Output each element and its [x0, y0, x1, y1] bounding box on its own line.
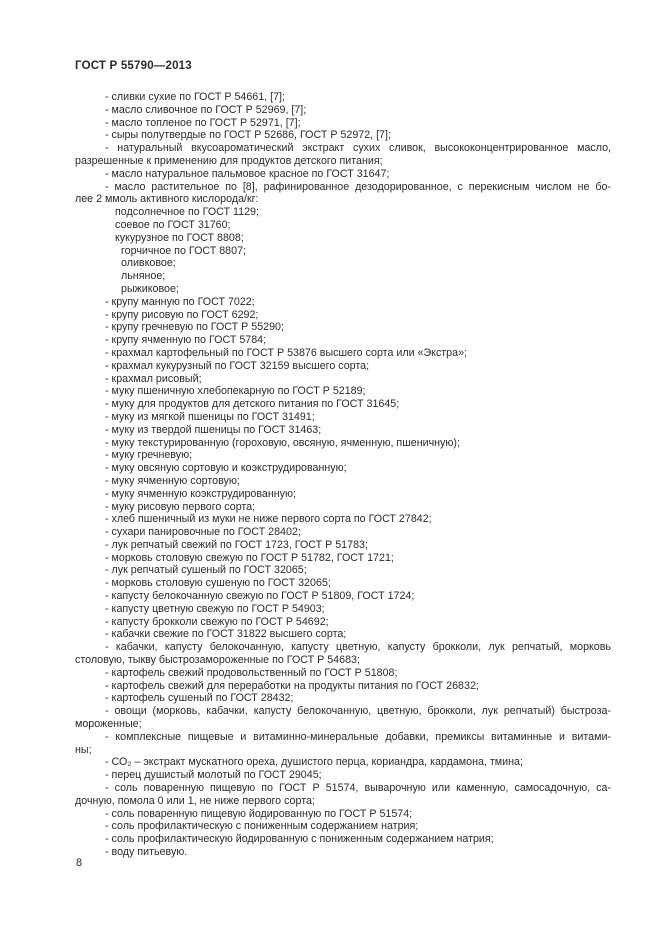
- text-line: - крупу рисовую по ГОСТ 6292;: [105, 308, 259, 321]
- text-line: - капусту белокочанную свежую по ГОСТ Р 51809, ГОСТ 1724;: [105, 590, 415, 603]
- text-line: - соль поваренную пищевую по ГОСТ Р 51574, выварочную или каменную, самосадочную, са-: [105, 782, 611, 795]
- text-line: дочную, помола 0 или 1, не ниже первого сорта;: [75, 794, 315, 807]
- text-line: - морковь столовую свежую по ГОСТ Р 51782, ГОСТ 1721;: [105, 551, 394, 564]
- text-line: - муку текстурированную (гороховую, овсяную, ячменную, пшеничную);: [105, 436, 460, 449]
- text-line: - овощи (морковь, кабачки, капусту белокочанную, цветную, брокколи, лук репчатый) быстроза-: [105, 705, 611, 718]
- text-line: - муку для продуктов для детского питания по ГОСТ 31645;: [105, 398, 400, 411]
- text-line: горчичное по ГОСТ 8807;: [121, 244, 246, 257]
- text-line: - муку овсяную сортовую и коэкструдированную;: [105, 462, 347, 475]
- text-line: - картофель свежий продовольственный по ГОСТ Р 51808;: [105, 666, 398, 679]
- page-number: 8: [76, 857, 83, 869]
- text-line: - СО₂ – экстракт мускатного ореха, душистого перца, кориандра, кардамона, тмина;: [105, 756, 523, 769]
- text-line: - муку пшеничную хлебопекарную по ГОСТ Р 52189;: [105, 385, 366, 398]
- text-line: - капусту брокколи свежую по ГОСТ Р 54692;: [105, 615, 329, 628]
- text-line: льняное;: [121, 270, 166, 283]
- text-line: - перец душистый молотый по ГОСТ 29045;: [105, 769, 322, 782]
- text-line: - воду питьевую.: [105, 846, 188, 859]
- document-body: [75, 91, 611, 859]
- text-line: - масло топленое по ГОСТ Р 52971, [7];: [105, 116, 301, 129]
- text-line: - муку ячменную сортовую;: [105, 474, 240, 487]
- text-line: - крахмал рисовый;: [105, 372, 202, 385]
- text-line: лее 2 ммоль активного кислорода/кг:: [75, 193, 259, 206]
- text-line: - сливки сухие по ГОСТ Р 54661, [7];: [105, 91, 285, 103]
- text-line: - соль поваренную пищевую йодированную по ГОСТ Р 51574;: [105, 807, 413, 820]
- text-line: - крахмал кукурузный по ГОСТ 32159 высшего сорта;: [105, 359, 370, 372]
- text-line: - картофель свежий для переработки на продукты питания по ГОСТ 26832;: [105, 679, 479, 692]
- text-line: - кабачки, капусту белокочанную, капусту цветную, капусту брокколи, лук репчатый, морковь: [105, 641, 611, 654]
- text-line: - сыры полутвердые по ГОСТ Р 52686, ГОСТ Р 52972, [7];: [105, 129, 391, 142]
- text-line: - сухари панировочные по ГОСТ 28402;: [105, 526, 301, 539]
- text-line: - муку рисовую первого сорта;: [105, 500, 256, 513]
- text-line: - соль профилактическую йодированную с пониженным содержанием натрия;: [105, 833, 494, 846]
- text-line: - кабачки свежие по ГОСТ 31822 высшего сорта;: [105, 628, 347, 641]
- text-line: - масло натуральное пальмовое красное по ГОСТ 31647;: [105, 167, 390, 180]
- text-line: - крупу манную по ГОСТ 7022;: [105, 295, 255, 308]
- text-line: - капусту цветную свежую по ГОСТ Р 54903;: [105, 602, 325, 615]
- text-line: - комплексные пищевые и витаминно-минеральные добавки, премиксы витаминные и витами-: [105, 730, 611, 743]
- text-line: - хлеб пшеничный из муки не ниже первого сорта по ГОСТ 27842;: [105, 513, 432, 526]
- text-line: - картофель сушеный по ГОСТ 28432;: [105, 692, 294, 705]
- text-line: - натуральный вкусоароматический экстракт сухих сливок, высококонцентрированное масло,: [105, 142, 611, 155]
- text-line: соевое по ГОСТ 31760;: [115, 218, 231, 231]
- text-line: - лук репчатый сушеный по ГОСТ 32065;: [105, 564, 307, 577]
- text-line: кукурузное по ГОСТ 8808;: [115, 231, 244, 244]
- text-line: ны;: [75, 743, 92, 756]
- text-line: - муку из твердой пшеницы по ГОСТ 31463;: [105, 423, 322, 436]
- text-line: мороженные;: [75, 718, 142, 731]
- text-line: - муку из мягкой пшеницы по ГОСТ 31491;: [105, 410, 315, 423]
- text-line: - соль профилактическую с пониженным содержанием натрия;: [105, 820, 419, 833]
- text-line: - крупу гречневую по ГОСТ Р 55290;: [105, 321, 284, 334]
- text-line: разрешенные к применению для продуктов детского питания;: [75, 154, 383, 167]
- text-line: - масло сливочное по ГОСТ Р 52969, [7];: [105, 103, 307, 116]
- text-line: - морковь столовую сушеную по ГОСТ 32065;: [105, 577, 331, 590]
- text-line: оливковое;: [121, 257, 176, 270]
- text-line: - масло растительное по [8], рафинированное дезодорированное, с перекисным числом не бо-: [105, 180, 611, 193]
- text-line: столовую, тыкву быстрозамороженные по ГОСТ Р 54683;: [75, 654, 360, 667]
- text-line: подсолнечное по ГОСТ 1129;: [115, 206, 259, 219]
- text-line: - муку гречневую;: [105, 449, 193, 462]
- text-line: - крахмал картофельный по ГОСТ Р 53876 высшего сорта или «Экстра»;: [105, 346, 467, 359]
- text-line: - лук репчатый свежий по ГОСТ 1723, ГОСТ Р 51783;: [105, 538, 368, 551]
- text-line: - крупу ячменную по ГОСТ 5784;: [105, 334, 267, 347]
- document-header: ГОСТ Р 55790—2013: [75, 60, 192, 72]
- text-line: рыжиковое;: [121, 282, 179, 295]
- text-line: - муку ячменную коэкструдированную;: [105, 487, 296, 500]
